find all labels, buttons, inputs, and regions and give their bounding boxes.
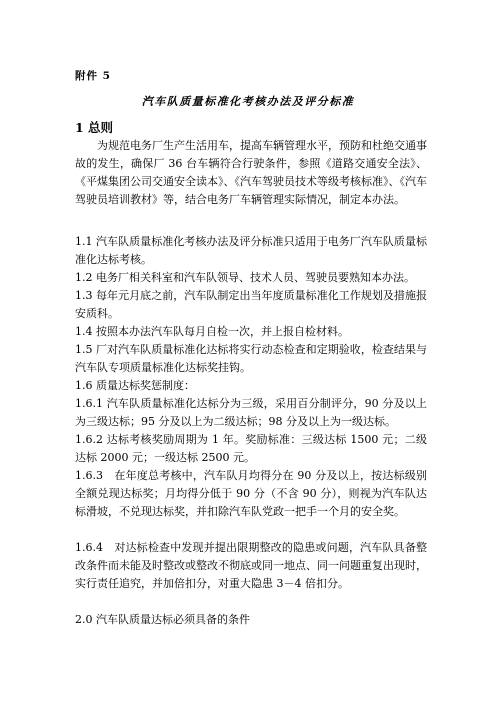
intro-paragraph: 为规范电务厂生产生活用车，提高车辆管理水平，预防和杜绝交通事故的发生，确保厂 36 台车辆符合行驶条件，参照《道路交通安全法》、《平煤集团公司交通安全读本》、《汽车驾驶员技术等级考核标准》、《汽车驾驶员培训教材》等，结合电务厂车辆管理实际情况，制定本办法。 [75, 139, 427, 206]
clause-1-1: 1.1 汽车队质量标准化考核办法及评分标准只适用于电务厂汽车队质量标准化达标考核。 [75, 235, 427, 266]
clause-1-3: 1.3 每年元月底之前，汽车队制定出当年度质量标准化工作规划及措施报安质科。 [75, 289, 427, 320]
clause-1-6-1: 1.6.1 汽车队质量标准化达标分为三级，采用百分制评分，90 分及以上为三级达标；95 分及以上为二级达标；98 分及以上为一级达标。 [75, 397, 427, 428]
attachment-label: 附件 5 [75, 70, 111, 82]
section-heading-general: 1 总则 [75, 120, 114, 135]
clause-1-4: 1.4 按照本办法汽车队每月自检一次，并上报自检材料。 [75, 325, 349, 338]
clause-1-6: 1.6 质量达标奖惩制度： [75, 379, 195, 392]
clause-1-6-2: 1.6.2 达标考核奖励周期为 1 年。奖励标准：三级达标 1500 元；二级达标 2000 元；一级达标 2500 元。 [75, 433, 427, 464]
clause-2-0-heading: 2.0 汽车队质量达标必须具备的条件 [75, 613, 250, 626]
clause-1-5: 1.5 厂对汽车队质量标准化达标将实行动态检查和定期验收，检查结果与汽车队专项质量标准化达标奖挂钩。 [75, 343, 427, 374]
document-title: 汽车队质量标准化考核办法及评分标准 [141, 95, 355, 108]
clause-1-6-4: 1.6.4 对达标检查中发现并提出限期整改的隐患或问题，汽车队具备整改条件而未能及时整改或整改不彻底或同一地点、同一问题重复出现时，实行责任追究，并加倍扣分，对重大隐患 3－4 倍扣分。 [75, 541, 427, 590]
clause-1-6-3: 1.6.3 在年度总考核中，汽车队月均得分在 90 分及以上，按达标级别全额兑现达标奖；月均得分低于 90 分（不含 90 分），则视为汽车队达标滑坡，不兑现达标奖，并扣除汽车队党政一把手一个月的安全奖。 [75, 469, 427, 518]
clause-1-2: 1.2 电务厂相关科室和汽车队领导、技术人员、驾驶员要熟知本办法。 [75, 271, 415, 284]
